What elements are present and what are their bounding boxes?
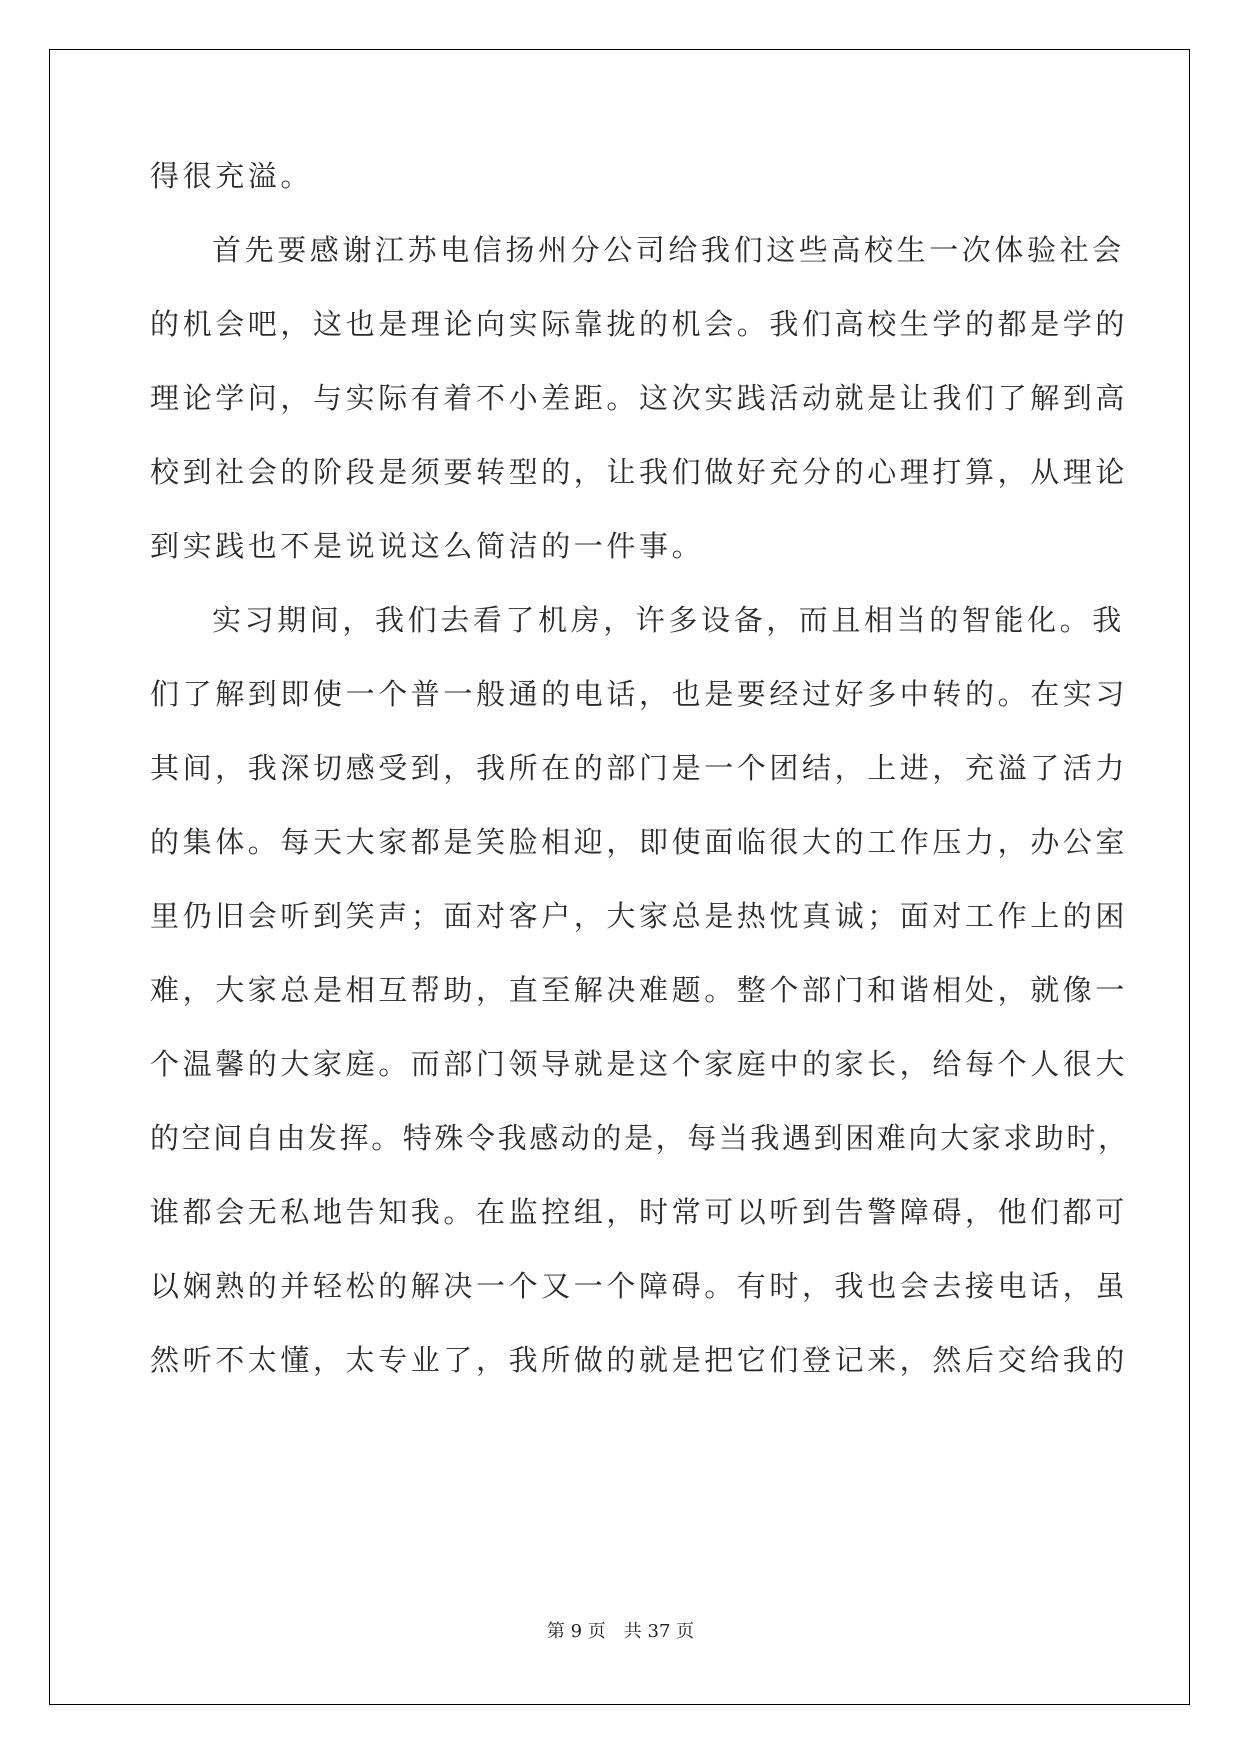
text-line: 校到社会的阶段是须要转型的，让我们做好充分的心理打算，从理论 (150, 455, 1129, 489)
text-line: 的空间自由发挥。特殊令我感动的是，每当我遇到困难向大家求助时， (150, 1121, 1130, 1155)
text-line: 其间，我深切感受到，我所在的部门是一个团结，上进，充溢了活力 (150, 751, 1129, 785)
text-line: 们了解到即使一个普一般通的电话，也是要经过好多中转的。在实习 (150, 677, 1129, 711)
page-border (49, 49, 1190, 1705)
text-line: 理论学问，与实际有着不小差距。这次实践活动就是让我们了解到高 (150, 381, 1129, 415)
text-line: 谁都会无私地告知我。在监控组，时常可以听到告警障碍，他们都可 (150, 1195, 1129, 1229)
text-line: 的机会吧，这也是理论向实际靠拢的机会。我们高校生学的都是学的 (150, 307, 1129, 341)
text-line: 然听不太懂，太专业了，我所做的就是把它们登记来，然后交给我的 (150, 1343, 1129, 1377)
text-line: 个温馨的大家庭。而部门领导就是这个家庭中的家长，给每个人很大 (150, 1047, 1129, 1081)
text-line: 里仍旧会听到笑声；面对客户，大家总是热忱真诚；面对工作上的困 (150, 899, 1129, 933)
text-line: 到实践也不是说说这么简洁的一件事。 (150, 529, 705, 563)
text-line: 实习期间，我们去看了机房，许多设备，而且相当的智能化。我 (212, 603, 1125, 637)
text-line: 首先要感谢江苏电信扬州分公司给我们这些高校生一次体验社会 (212, 233, 1125, 267)
text-line: 的集体。每天大家都是笑脸相迎，即使面临很大的工作压力，办公室 (150, 825, 1129, 859)
text-line: 难，大家总是相互帮助，直至解决难题。整个部门和谐相处，就像一 (150, 973, 1129, 1007)
text-line: 以娴熟的并轻松的解决一个又一个障碍。有时，我也会去接电话，虽 (150, 1269, 1129, 1303)
page-number: 第 9 页 共 37 页 (546, 1621, 695, 1642)
text-line: 得很充溢。 (150, 159, 314, 193)
